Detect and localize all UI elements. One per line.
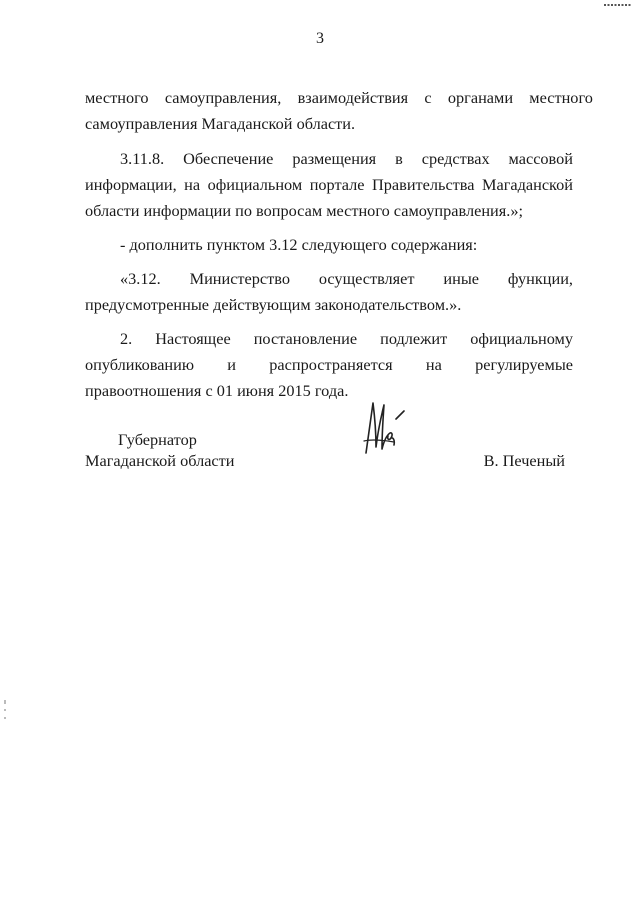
scan-artifact-mark: [3, 700, 7, 722]
signatory-position: [85, 429, 235, 471]
paragraph-item-3-12: «3.12. Министерство осуществляет иные функции, предусмотренные действующим законодательством.».: [85, 269, 573, 314]
handwritten-signature: [360, 395, 408, 455]
paragraph-amendment-instruction: - дополнить пунктом 3.12 следующего содержания:: [120, 235, 478, 254]
signatory-title: Губернатор: [118, 430, 197, 449]
paragraph-item-3-11-8: 3.11.8. Обеспечение размещения в средствах массовой информации, на официальном портале Правительства Магаданской области информации по вопросам местного самоуправления.»;: [85, 149, 573, 220]
signature-block: [0, 425, 640, 485]
paragraph-publication-clause: 2. Настоящее постановление подлежит официальному опубликованию и распространяется на регулируемые правоотношения с 01 июня 2015 года.: [85, 329, 573, 400]
paragraph-line: самоуправления Магаданской области.: [85, 114, 356, 133]
document-body: [85, 85, 593, 404]
signatory-name: В. Печеный: [483, 451, 565, 470]
page-number: 3: [316, 30, 324, 47]
paragraph-continuation: [85, 85, 593, 137]
signatory-region: Магаданской области: [85, 451, 235, 470]
paragraph-line: местного самоуправления, взаимодействия с органами местного: [85, 88, 593, 107]
scan-artifact-mark: [604, 2, 632, 8]
